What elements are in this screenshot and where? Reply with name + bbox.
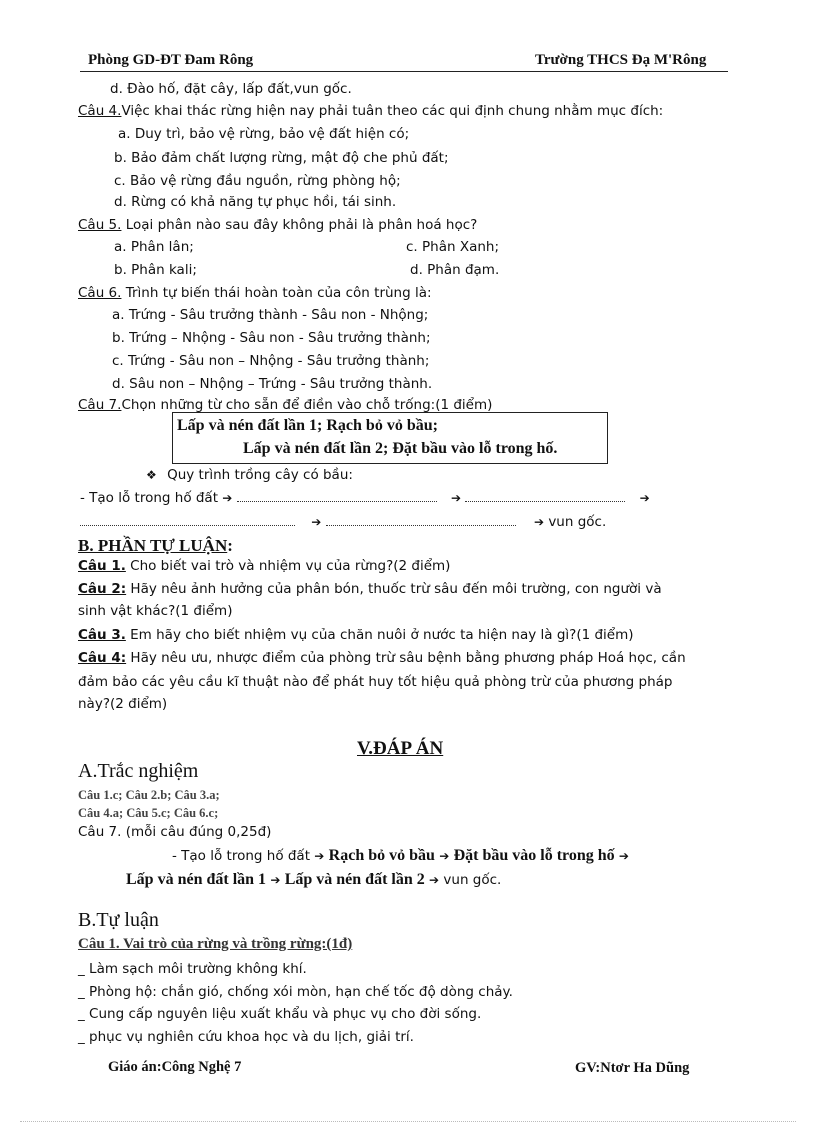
essay-q3-label: Câu 3. <box>78 627 126 643</box>
essay-q2-text: Hãy nêu ảnh hưởng của phân bón, thuốc trừ sâu đến môi trường, con người và <box>126 581 662 597</box>
arrow-right-icon: ➔ <box>639 491 650 505</box>
q7-word-box-line1: Lấp và nén đất lần 1; Rạch bỏ vỏ bầu; <box>177 417 438 434</box>
blank-2[interactable] <box>465 491 625 502</box>
answers-part-a-title: A.Trắc nghiệm <box>78 760 199 782</box>
q7-fill-end: vun gốc. <box>548 514 607 530</box>
header-school-name: Trường THCS Đạ M'Rông <box>535 52 707 68</box>
q7-text: Chọn những từ cho sẵn để điền vào chỗ trống:(1 điểm) <box>121 397 493 413</box>
answers-line-3: Câu 7. (mỗi câu đúng 0,25đ) <box>78 824 272 840</box>
blank-1[interactable] <box>237 491 437 502</box>
essay-q4 <box>78 649 686 667</box>
answers-part-b-title: B.Tự luận <box>78 909 159 931</box>
essay-q1 <box>78 557 450 575</box>
q4-label: Câu 4. <box>78 103 122 119</box>
arrow-right-icon: ➔ <box>450 491 462 505</box>
q6-option-c: c. Trứng - Sâu non – Nhộng - Sâu trưởng thành; <box>112 353 430 369</box>
q7-fill-row-1 <box>80 489 670 507</box>
q6-text: Trình tự biến thái hoàn toàn của côn trùng là: <box>121 285 432 301</box>
q4-option-d: d. Rừng có khả năng tự phục hồi, tái sinh. <box>114 194 397 210</box>
header-divider <box>80 71 728 72</box>
q7-word-box <box>172 412 608 464</box>
q5-question <box>78 216 477 234</box>
arrow-right-icon: ➔ <box>618 849 629 863</box>
arrow-right-icon: ➔ <box>222 491 233 505</box>
q4-option-c: c. Bảo vệ rừng đầu nguồn, rừng phòng hộ; <box>114 173 401 189</box>
q5-option-c: c. Phân Xanh; <box>406 239 500 255</box>
essay-q2 <box>78 580 662 598</box>
q5-label: Câu 5. <box>78 217 122 233</box>
answer-seq-4: Lấp và nén đất lần 2 <box>284 871 425 888</box>
answer-sequence-row-2 <box>126 870 501 890</box>
answer-seq-3: Lấp và nén đất lần 1 <box>126 871 267 888</box>
answer-seq-2: Đặt bầu vào lỗ trong hố <box>453 847 615 864</box>
footer-teacher: GV:Ntơr Ha Dũng <box>575 1060 690 1076</box>
answer-seq-1: Rạch bỏ vỏ bầu <box>328 847 435 864</box>
arrow-right-icon: ➔ <box>270 873 281 887</box>
q7-fill-row-2 <box>80 513 640 531</box>
q5-option-b: b. Phân kali; <box>114 262 197 278</box>
arrow-right-icon: ➔ <box>533 515 545 529</box>
essay-q4-label: Câu 4: <box>78 650 127 666</box>
q7-word-box-line2: Lấp và nén đất lần 2; Đặt bầu vào lỗ trong hố. <box>243 440 558 457</box>
part-b-title <box>78 535 233 557</box>
part-b-title-colon: : <box>227 536 233 555</box>
q4-text: Việc khai thác rừng hiện nay phải tuân theo các qui định chung nhằm mục đích: <box>121 103 664 119</box>
essay-q3 <box>78 626 634 644</box>
q6-option-a: a. Trứng - Sâu trưởng thành - Sâu non - Nhộng; <box>112 307 429 323</box>
q6-option-b: b. Trứng – Nhộng - Sâu non - Sâu trưởng thành; <box>112 330 431 346</box>
answers-title: V.ĐÁP ÁN <box>357 738 444 759</box>
footer-lesson-plan: Giáo án:Công Nghệ 7 <box>108 1059 242 1075</box>
arrow-right-icon: ➔ <box>429 873 440 887</box>
answers-b-item-4: _ phục vụ nghiên cứu khoa học và du lịch, giải trí. <box>78 1029 414 1045</box>
essay-q3-text: Em hãy cho biết nhiệm vụ của chăn nuôi ở nước ta hiện nay là gì?(1 điểm) <box>125 627 634 643</box>
q7-fill-start: - Tạo lỗ trong hố đất <box>80 490 218 506</box>
answers-b-item-3: _ Cung cấp nguyên liệu xuất khẩu và phục vụ cho đời sống. <box>78 1006 482 1022</box>
answers-line-2: Câu 4.a; Câu 5.c; Câu 6.c; <box>78 806 219 820</box>
q7-process-heading <box>146 466 353 484</box>
q3-option-d: d. Đào hố, đặt cây, lấp đất,vun gốc. <box>110 81 352 97</box>
arrow-right-icon: ➔ <box>314 849 325 863</box>
answers-line-1: Câu 1.c; Câu 2.b; Câu 3.a; <box>78 788 220 802</box>
arrow-right-icon: ➔ <box>439 849 450 863</box>
q6-label: Câu 6. <box>78 285 122 301</box>
essay-q4-continued-2: này?(2 điểm) <box>78 696 168 712</box>
essay-q2-continued: sinh vật khác?(1 điểm) <box>78 603 233 619</box>
answers-b-item-2: _ Phòng hộ: chắn gió, chống xói mòn, hạn chế tốc độ dòng chảy. <box>78 984 513 1000</box>
part-b-title-text: B. PHẦN TỰ LUẬN <box>78 536 228 555</box>
q7-process-title: Quy trình trồng cây có bầu: <box>167 467 353 483</box>
answers-b-q1-title: Câu 1. Vai trò của rừng và trồng rừng:(1đ) <box>78 936 353 952</box>
answers-b-item-1: _ Làm sạch môi trường không khí. <box>78 961 307 977</box>
essay-q4-text: Hãy nêu ưu, nhược điểm của phòng trừ sâu bệnh bằng phương pháp Hoá học, cần <box>126 650 686 666</box>
answer-seq-end: vun gốc. <box>443 872 502 888</box>
q7-label: Câu 7. <box>78 397 122 413</box>
essay-q1-label: Câu 1. <box>78 558 126 574</box>
header-school-office: Phòng GD-ĐT Đam Rông <box>88 52 254 68</box>
q6-option-d: d. Sâu non – Nhộng – Trứng - Sâu trưởng thành. <box>112 376 433 392</box>
q5-option-d: d. Phân đạm. <box>410 262 500 278</box>
page-bottom-divider <box>20 1121 796 1122</box>
blank-3[interactable] <box>80 515 295 526</box>
answer-sequence-row-1 <box>172 846 629 866</box>
essay-q4-continued: đảm bảo các yêu cầu kĩ thuật nào để phát huy tốt hiệu quả phòng trừ của phương pháp <box>78 674 673 690</box>
essay-q2-label: Câu 2: <box>78 581 127 597</box>
arrow-right-icon: ➔ <box>311 515 322 529</box>
q5-text: Loại phân nào sau đây không phải là phân hoá học? <box>121 217 478 233</box>
q5-option-a: a. Phân lân; <box>114 239 194 255</box>
blank-4[interactable] <box>326 515 516 526</box>
q4-option-b: b. Bảo đảm chất lượng rừng, mật độ che phủ đất; <box>114 150 449 166</box>
answer-seq-start: - Tạo lỗ trong hố đất <box>172 848 310 864</box>
q6-question <box>78 284 432 302</box>
q4-option-a: a. Duy trì, bảo vệ rừng, bảo vệ đất hiện có; <box>118 126 410 142</box>
essay-q1-text: Cho biết vai trò và nhiệm vụ của rừng?(2 điểm) <box>125 558 451 574</box>
diamond-bullet-icon: ❖ <box>146 468 157 482</box>
q4-question <box>78 102 663 120</box>
